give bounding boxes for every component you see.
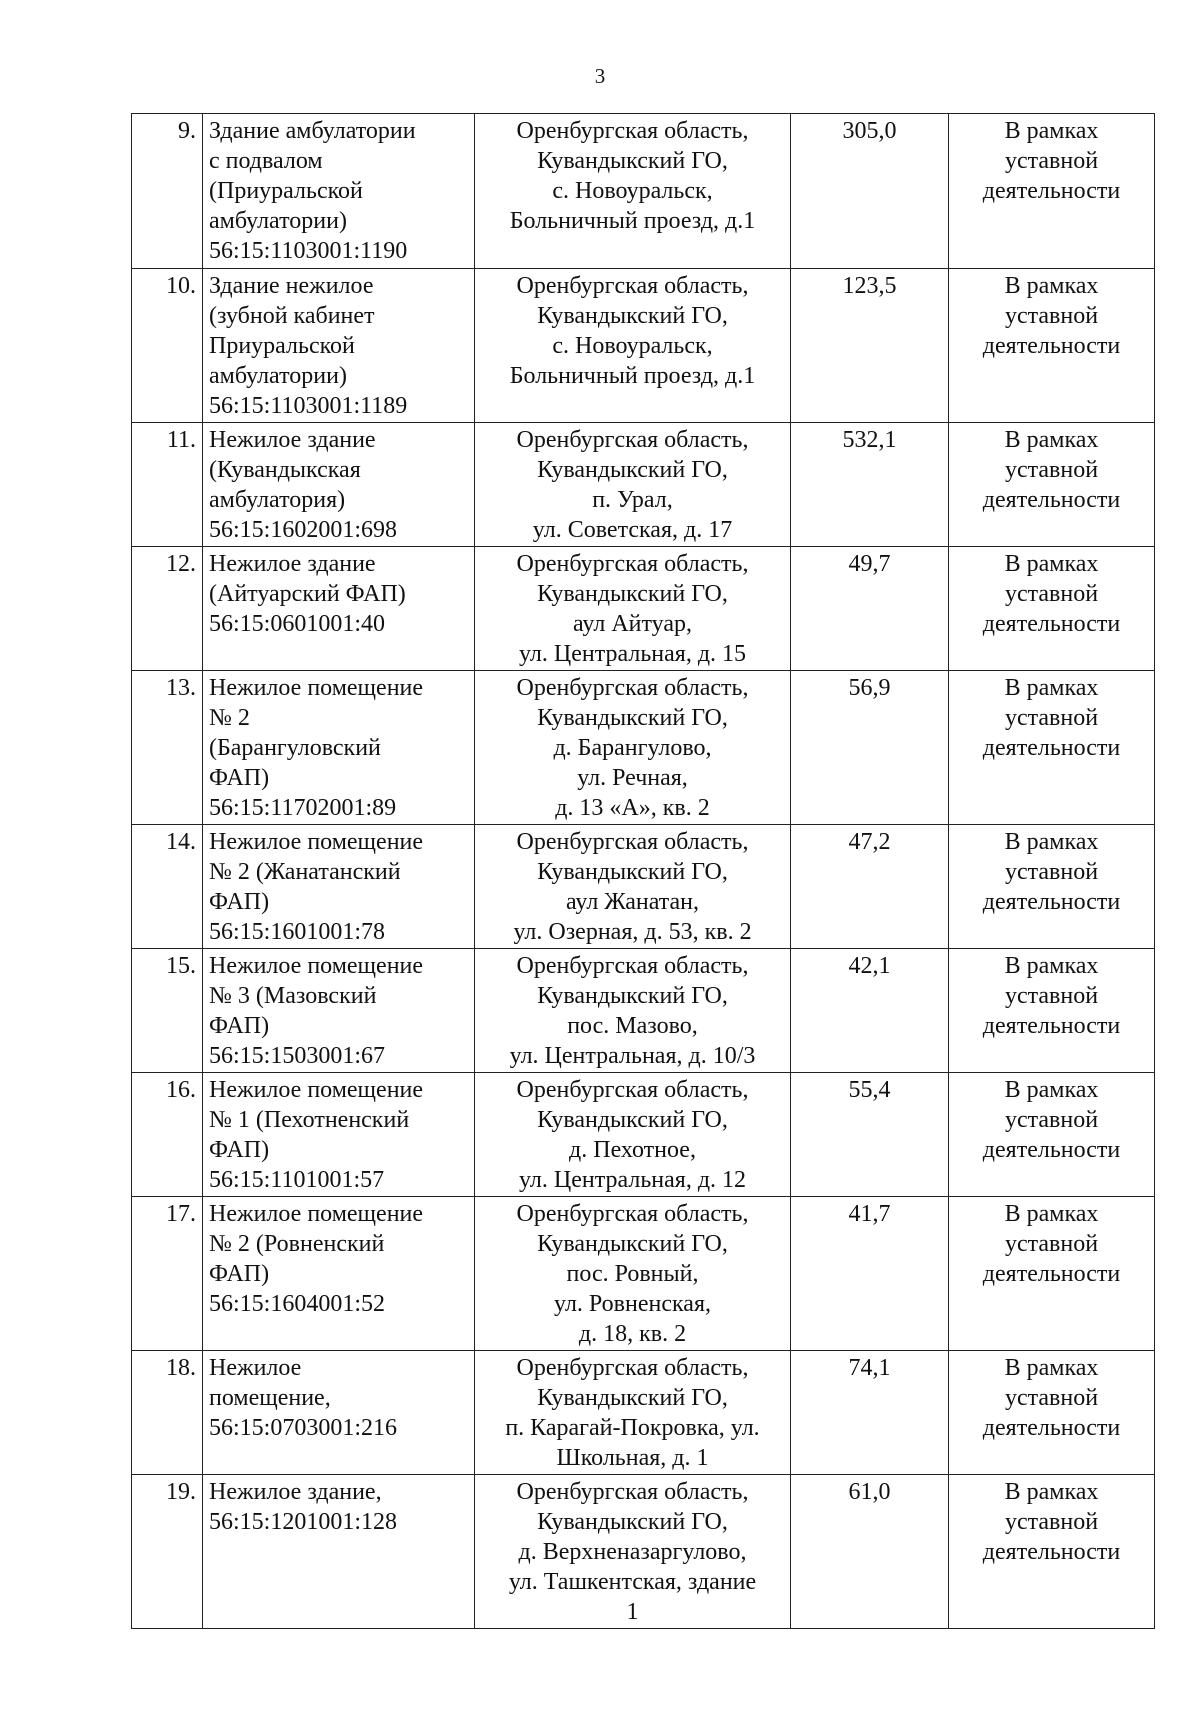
row-number: 14. — [132, 825, 203, 949]
object-use: В рамках уставной деятельности — [949, 114, 1155, 269]
object-name: Нежилое помещение № 2 (Ровненский ФАП) 56:15:1604001:52 — [203, 1197, 475, 1351]
object-address: Оренбургская область, Кувандыкский ГО, п. Карагай-Покровка, ул. Школьная, д. 1 — [475, 1351, 791, 1475]
object-name: Здание амбулатории с подвалом (Приуральской амбулатории) 56:15:1103001:1190 — [203, 114, 475, 269]
row-number: 10. — [132, 269, 203, 423]
object-use: В рамках уставной деятельности — [949, 671, 1155, 825]
table-row — [132, 671, 1155, 825]
row-number: 11. — [132, 423, 203, 547]
object-use: В рамках уставной деятельности — [949, 1073, 1155, 1197]
row-number: 13. — [132, 671, 203, 825]
object-address: Оренбургская область, Кувандыкский ГО, с. Новоуральск, Больничный проезд, д.1 — [475, 114, 791, 269]
row-number: 12. — [132, 547, 203, 671]
object-use: В рамках уставной деятельности — [949, 1351, 1155, 1475]
object-area: 55,4 — [791, 1073, 949, 1197]
object-address: Оренбургская область, Кувандыкский ГО, пос. Ровный, ул. Ровненская, д. 18, кв. 2 — [475, 1197, 791, 1351]
table-row — [132, 547, 1155, 671]
property-table — [131, 113, 1155, 1629]
object-name: Нежилое помещение № 3 (Мазовский ФАП) 56:15:1503001:67 — [203, 949, 475, 1073]
table-row — [132, 1197, 1155, 1351]
table-row — [132, 825, 1155, 949]
page-number: 3 — [594, 64, 606, 88]
object-use: В рамках уставной деятельности — [949, 547, 1155, 671]
object-name: Нежилое здание, 56:15:1201001:128 — [203, 1475, 475, 1629]
object-name: Нежилое помещение № 2 (Барангуловский ФАП) 56:15:11702001:89 — [203, 671, 475, 825]
object-address: Оренбургская область, Кувандыкский ГО, д. Барангулово, ул. Речная, д. 13 «А», кв. 2 — [475, 671, 791, 825]
object-area: 56,9 — [791, 671, 949, 825]
object-use: В рамках уставной деятельности — [949, 825, 1155, 949]
row-number: 17. — [132, 1197, 203, 1351]
object-area: 532,1 — [791, 423, 949, 547]
table-row — [132, 1351, 1155, 1475]
table-row — [132, 114, 1155, 269]
object-name: Нежилое здание (Кувандыкская амбулатория) 56:15:1602001:698 — [203, 423, 475, 547]
table-row — [132, 1475, 1155, 1629]
object-name: Нежилое помещение № 1 (Пехотненский ФАП) 56:15:1101001:57 — [203, 1073, 475, 1197]
object-name: Нежилое здание (Айтуарский ФАП) 56:15:0601001:40 — [203, 547, 475, 671]
row-number: 15. — [132, 949, 203, 1073]
table-row — [132, 423, 1155, 547]
object-address: Оренбургская область, Кувандыкский ГО, д. Верхненазаргулово, ул. Ташкентская, здание 1 — [475, 1475, 791, 1629]
object-address: Оренбургская область, Кувандыкский ГО, аул Жанатан, ул. Озерная, д. 53, кв. 2 — [475, 825, 791, 949]
object-name: Нежилое помещение № 2 (Жанатанский ФАП) 56:15:1601001:78 — [203, 825, 475, 949]
object-use: В рамках уставной деятельности — [949, 423, 1155, 547]
row-number: 19. — [132, 1475, 203, 1629]
object-area: 47,2 — [791, 825, 949, 949]
object-use: В рамках уставной деятельности — [949, 1475, 1155, 1629]
object-area: 49,7 — [791, 547, 949, 671]
table-row — [132, 949, 1155, 1073]
table-row — [132, 269, 1155, 423]
object-use: В рамках уставной деятельности — [949, 269, 1155, 423]
object-address: Оренбургская область, Кувандыкский ГО, с. Новоуральск, Больничный проезд, д.1 — [475, 269, 791, 423]
object-area: 42,1 — [791, 949, 949, 1073]
object-area: 41,7 — [791, 1197, 949, 1351]
object-address: Оренбургская область, Кувандыкский ГО, д. Пехотное, ул. Центральная, д. 12 — [475, 1073, 791, 1197]
object-address: Оренбургская область, Кувандыкский ГО, пос. Мазово, ул. Центральная, д. 10/3 — [475, 949, 791, 1073]
object-address: Оренбургская область, Кувандыкский ГО, п. Урал, ул. Советская, д. 17 — [475, 423, 791, 547]
row-number: 18. — [132, 1351, 203, 1475]
object-name: Здание нежилое (зубной кабинет Приуральской амбулатории) 56:15:1103001:1189 — [203, 269, 475, 423]
row-number: 9. — [132, 114, 203, 269]
row-number: 16. — [132, 1073, 203, 1197]
object-name: Нежилое помещение, 56:15:0703001:216 — [203, 1351, 475, 1475]
object-address: Оренбургская область, Кувандыкский ГО, аул Айтуар, ул. Центральная, д. 15 — [475, 547, 791, 671]
object-area: 61,0 — [791, 1475, 949, 1629]
object-area: 123,5 — [791, 269, 949, 423]
table-row — [132, 1073, 1155, 1197]
object-use: В рамках уставной деятельности — [949, 1197, 1155, 1351]
object-use: В рамках уставной деятельности — [949, 949, 1155, 1073]
object-area: 305,0 — [791, 114, 949, 269]
object-area: 74,1 — [791, 1351, 949, 1475]
